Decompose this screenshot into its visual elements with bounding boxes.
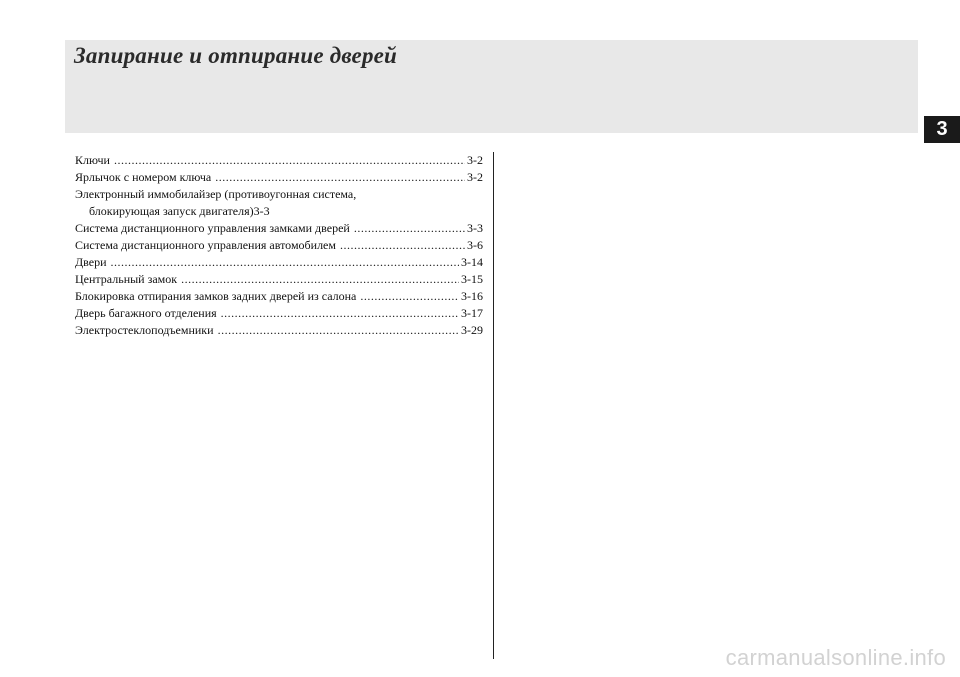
chapter-number-tab: 3	[924, 116, 960, 143]
toc-entry-central-lock[interactable]	[75, 271, 483, 288]
chapter-header-band	[65, 40, 918, 133]
toc-page-number: 3-2	[467, 153, 483, 167]
toc-entry-title: Ярлычок с номером ключа	[75, 170, 212, 184]
toc-entry-title: Блокировка отпирания замков задних дверей из салона	[75, 289, 357, 303]
toc-dot-leader	[111, 254, 459, 271]
toc-page-number: 3-17	[461, 306, 483, 320]
toc-entry-title: Двери	[75, 255, 107, 269]
toc-entry-keys[interactable]	[75, 152, 483, 169]
toc-dot-leader	[360, 288, 459, 305]
toc-dot-leader	[354, 220, 465, 237]
chapter-title: Запирание и отпирание дверей	[74, 43, 398, 68]
toc-entry-key-number-tag[interactable]	[75, 169, 483, 186]
table-of-contents	[75, 152, 483, 339]
toc-dot-leader	[340, 237, 465, 254]
toc-entry-remote-door-lock[interactable]	[75, 220, 483, 237]
toc-page-number: 3-14	[461, 255, 483, 269]
toc-page-number: 3-29	[461, 323, 483, 337]
toc-entry-title: Центральный замок	[75, 272, 178, 286]
toc-entry-title-line1: Электронный иммобилайзер (противоугонная система,	[75, 187, 357, 201]
toc-entry-remote-vehicle-control[interactable]	[75, 237, 483, 254]
toc-dot-leader	[181, 271, 459, 288]
toc-page-number: 3-16	[461, 289, 483, 303]
toc-page-number: 3-15	[461, 272, 483, 286]
toc-dot-leader	[218, 322, 459, 339]
toc-dot-leader	[215, 169, 465, 186]
toc-entry-title: Ключи	[75, 153, 110, 167]
toc-entry-title: Система дистанционного управления замками дверей	[75, 221, 350, 235]
toc-dot-leader	[221, 305, 459, 322]
toc-entry-immobilizer[interactable]	[75, 186, 483, 220]
toc-entry-child-lock[interactable]	[75, 288, 483, 305]
toc-entry-title-line2: блокирующая запуск двигателя)	[89, 204, 254, 218]
toc-entry-tailgate[interactable]	[75, 305, 483, 322]
toc-entry-title: Система дистанционного управления автомобилем	[75, 238, 336, 252]
toc-page-number: 3-3	[253, 204, 270, 218]
toc-page-number: 3-2	[467, 170, 483, 184]
column-divider	[493, 152, 494, 659]
toc-entry-power-windows[interactable]	[75, 322, 483, 339]
toc-entry-title: Дверь багажного отделения	[75, 306, 217, 320]
toc-dot-leader	[114, 152, 465, 169]
toc-page-number: 3-3	[467, 221, 483, 235]
toc-page-number: 3-6	[467, 238, 483, 252]
toc-entry-doors[interactable]	[75, 254, 483, 271]
toc-entry-title-line2-row	[75, 203, 483, 220]
toc-entry-title: Электростеклоподъемники	[75, 323, 214, 337]
site-watermark: carmanualsonline.info	[725, 645, 946, 670]
